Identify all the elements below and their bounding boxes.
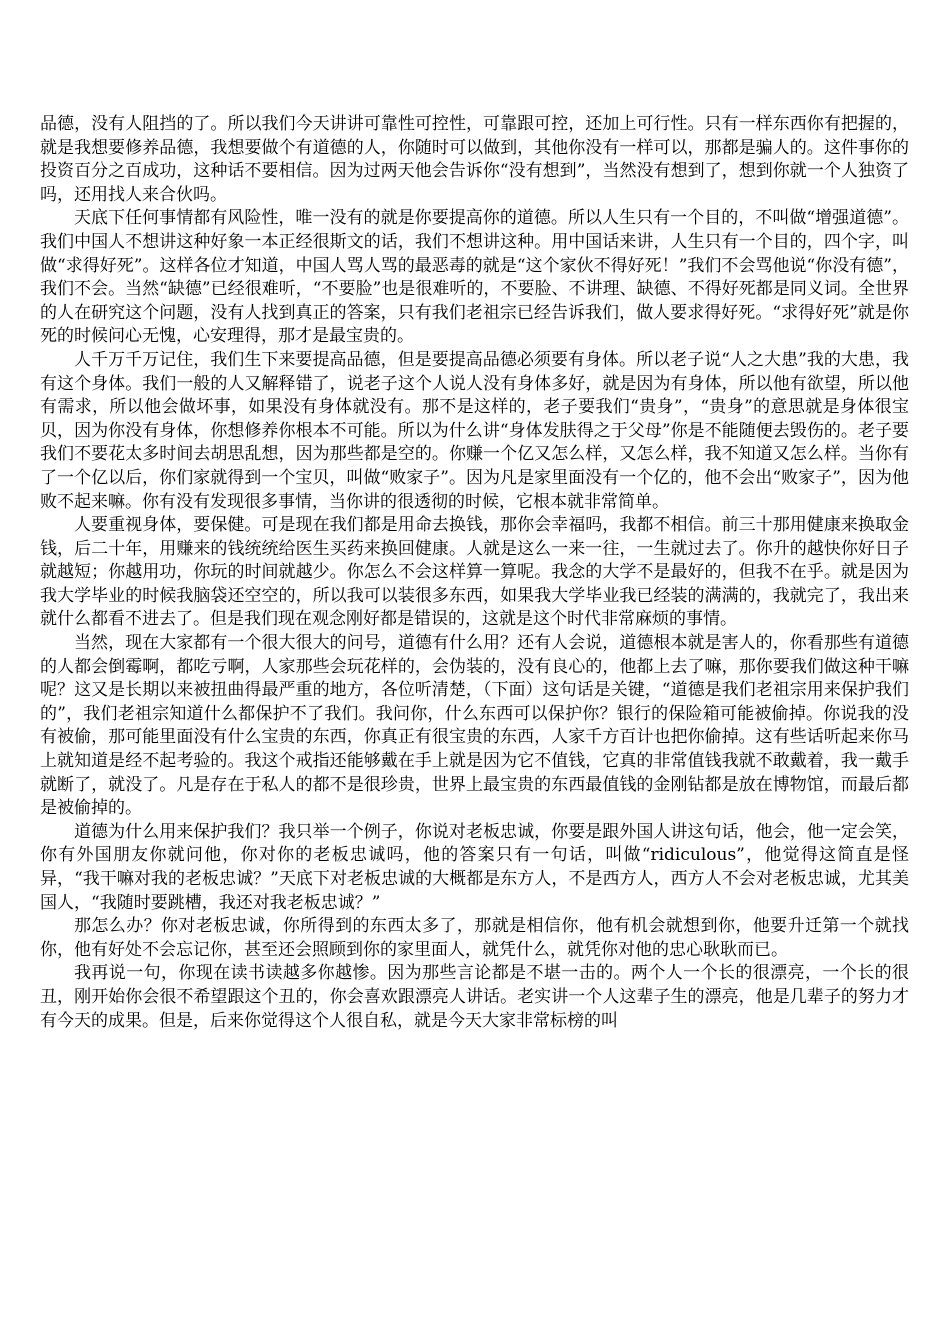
paragraph-6: 道德为什么用来保护我们？我只举一个例子，你说对老板忠诚，你要是跟外国人讲这句话，他会，他一定会笑，你有外国朋友你就问他，你对你的老板忠诚吗，他的答案只有一句话，叫做“ridiculous”，他觉得这简直是怪异，“我干嘛对我的老板忠诚？”天底下对老板忠诚的大概都是东方人，不是西方人，西方人不会对老板忠诚，尤其美国人，“我随时要跳槽，我还对我老板忠诚？”	[40, 821, 909, 913]
paragraph-5: 当然，现在大家都有一个很大很大的问号，道德有什么用？还有人会说，道德根本就是害人的，你看那些有道德的人都会倒霉啊，都吃亏啊，人家那些会玩花样的，会伪装的，没有良心的，他都上去了嘛，那你要我们做这种干嘛呢？这又是长期以来被扭曲得最严重的地方，各位听清楚，（下面）这句话是关键，“道德是我们老祖宗用来保护我们的”，我们老祖宗知道什么都保护不了我们。我问你，什么东西可以保护你？银行的保险箱可能被偷掉。你说我的没有被偷，那可能里面没有什么宝贵的东西，你真正有很宝贵的东西，人家千方百计也把你偷掉。这有些话听起来你马上就知道是经不起考验的。我这个戒指还能够戴在手上就是因为它不值钱，它真的非常值钱我就不敢戴着，我一戴手就断了，就没了。凡是存在于私人的都不是很珍贵，世界上最宝贵的东西最值钱的金刚钻都是放在博物馆，而最后都是被偷掉的。	[40, 633, 909, 819]
paragraph-1: 品德，没有人阻挡的了。所以我们今天讲讲可靠性可控性，可靠跟可控，还加上可行性。只有一样东西你有把握的，就是我想要修养品德，我想要做个有道德的人，你随时可以做到，其他你没有一样可以，那都是骗人的。这件事你的投资百分之百成功，这种话不要相信。因为过两天他会告诉你“没有想到”，当然没有想到了，想到你就一个人独资了吗，还用找人来合伙吗。	[40, 114, 909, 205]
paragraph-4: 人要重视身体，要保健。可是现在我们都是用命去换钱，那你会幸福吗，我都不相信。前三十那用健康来换取金钱，后二十年，用赚来的钱统统给医生买药来换回健康。人就是这么一来一往，一生就过去了。你升的越快你好日子就越短；你越用功，你玩的时间就越少。你怎么不会这样算一算呢。我念的大学不是最好的，但我不在乎。就是因为我大学毕业的时候我脑袋还空空的，所以我可以装很多东西，如果我大学毕业我已经装的满满的，我就完了，我出来就什么都看不进去了。但是我们现在观念刚好都是错误的，这就是这个时代非常麻烦的事情。	[40, 515, 909, 630]
paragraph-2: 天底下任何事情都有风险性，唯一没有的就是你要提高你的道德。所以人生只有一个目的，不叫做“增强道德”。我们中国人不想讲这种好象一本正经很斯文的话，我们不想讲这种。用中国话来讲，人生只有一个目的，四个字，叫做“求得好死”。这样各位才知道，中国人骂人骂的最恶毒的就是“这个家伙不得好死！”我们不会骂他说“你没有德”，我们不会。当然“缺德”已经很难听，“不要脸”也是很难听的，不要脸、不讲理、缺德、不得好死都是同义词。全世界的人在研究这个问题，没有人找到真正的答案，只有我们老祖宗已经告诉我们，做人要求得好死。“求得好死”就是你死的时候问心无愧，心安理得，那才是最宝贵的。	[40, 208, 909, 347]
paragraph-3: 人千万千万记住，我们生下来要提高品德，但是要提高品德必须要有身体。所以老子说“人之大患”我的大患，我有这个身体。我们一般的人又解释错了，说老子这个人说人没有身体多好，就是因为有身体，所以他有欲望，所以他有需求，所以他会做坏事，如果没有身体就没有。那不是这样的，老子要我们“贵身”，“贵身”的意思就是身体很宝贝，因为你没有身体，你想修养你根本不可能。所以为什么讲“身体发肤得之于父母”你是不能随便去毁伤的。老子要我们不要花太多时间去胡思乱想，因为那些都是空的。你赚一个亿又怎么样，又怎么样，我不知道又怎么样。当你有了一个亿以后，你们家就得到一个宝贝，叫做“败家子”。因为凡是家里面没有一个亿的，他不会出“败家子”，因为他败不起来嘛。你有没有发现很多事情，当你讲的很透彻的时候，它根本就非常简单。	[40, 349, 909, 512]
paragraph-8: 我再说一句，你现在读书读越多你越惨。因为那些言论都是不堪一击的。两个人一个长的很漂亮，一个长的很丑，刚开始你会很不希望跟这个丑的，你会喜欢跟漂亮人讲话。老实讲一个人这辈子生的漂亮，他是几辈子的努力才有今天的成果。但是，后来你觉得这个人很自私，就是今天大家非常标榜的叫	[40, 963, 909, 1031]
document-body	[40, 113, 909, 1033]
paragraph-7: 那怎么办？你对老板忠诚，你所得到的东西太多了，那就是相信你，他有机会就想到你，他要升迁第一个就找你，他有好处不会忘记你，甚至还会照顾到你的家里面人，就凭什么，就凭你对他的忠心耿耿而已。	[40, 916, 909, 960]
